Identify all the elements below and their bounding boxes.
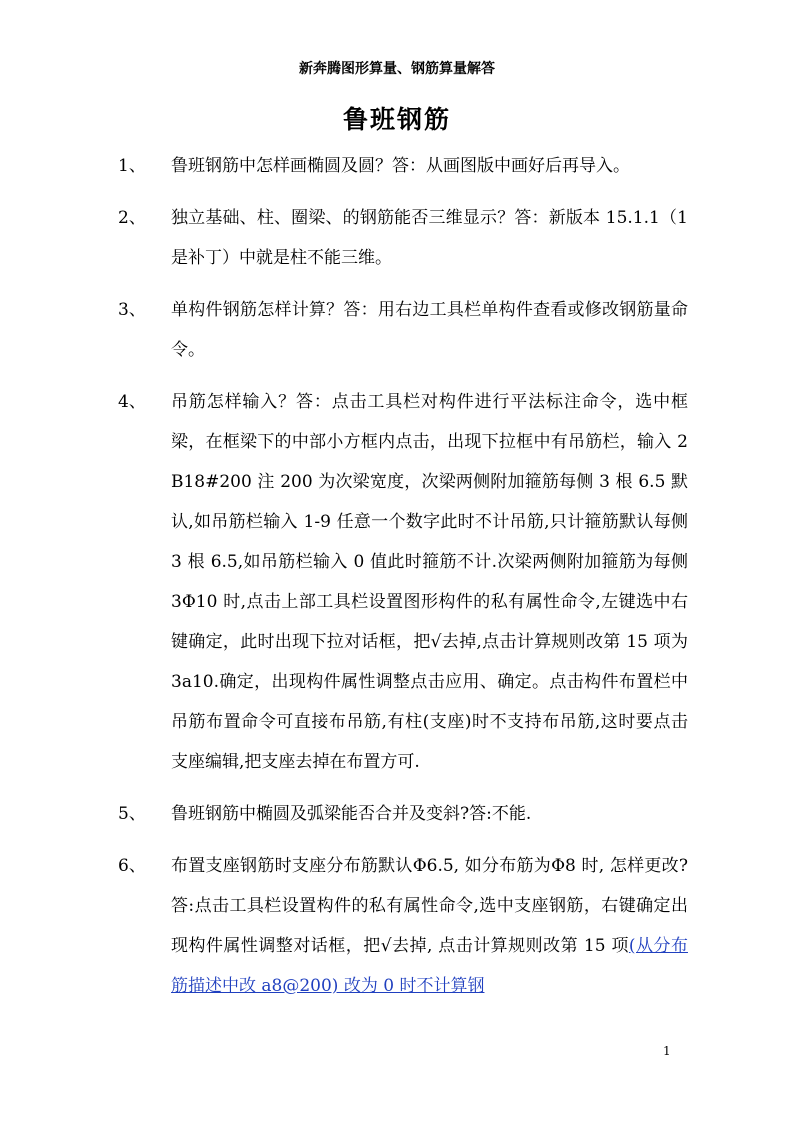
list-item <box>118 382 688 782</box>
item-number: 3、 <box>118 300 146 320</box>
item-number: 5、 <box>118 804 146 824</box>
list-item <box>118 198 688 278</box>
list-item <box>118 290 688 370</box>
list-item <box>118 146 688 186</box>
item-text: 独立基础、柱、圈梁、的钢筋能否三维显示？答：新版本 15.1.1（1 是补丁）中就是柱不能三维。 <box>171 208 688 268</box>
item-number: 1、 <box>118 156 146 176</box>
list-item <box>118 794 688 834</box>
hyperlink-text[interactable]: (从分布筋描述中改 a8@200) 改为 0 时不计算钢 <box>171 936 688 996</box>
item-text: 单构件钢筋怎样计算？答：用右边工具栏单构件查看或修改钢筋量命令。 <box>171 300 688 360</box>
page-number: 1 <box>663 1044 671 1058</box>
list-item <box>118 846 688 1006</box>
qa-list <box>118 146 688 1018</box>
item-text: 鲁班钢筋中怎样画椭圆及圆？答：从画图版中画好后再导入。 <box>171 156 630 176</box>
item-number: 2、 <box>118 208 146 228</box>
page-title: 鲁班钢筋 <box>342 105 451 134</box>
item-number: 6、 <box>118 856 146 876</box>
item-number: 4、 <box>118 392 146 412</box>
item-text-body: 布置支座钢筋时支座分布筋默认Φ6.5, 如分布筋为Φ8 时, 怎样更改?答:点击工具栏设置构件的私有属性命令,选中支座钢筋，右键确定出现构件属性调整对话框，把√去掉, 点击计算规则改第 15 项 <box>171 856 688 956</box>
item-text: 吊筋怎样输入？答：点击工具栏对构件进行平法标注命令，选中框梁，在框梁下的中部小方框内点击，出现下拉框中有吊筋栏，输入 2B18#200 注 200 为次梁宽度，次梁两侧附加箍筋每侧 3 根 6.5 默认,如吊筋栏输入 1-9 任意一个数字此时不计吊筋,只计箍筋默认每侧 3 根 6.5,如吊筋栏输入 0 值此时箍筋不计.次梁两侧附加箍筋为每侧 3Φ10 时,点击上部工具栏设置图形构件的私有属性命令,左键选中右键确定，此时出现下拉对话框，把√去掉,点击计算规则改第 15 项为 3a10.确定，出现构件属性调整点击应用、确定。点击构件布置栏中吊筋布置命令可直接布吊筋,有柱(支座)时不支持布吊筋,这时要点击支座编辑,把支座去掉在布置方可. <box>171 392 688 772</box>
page-header: 新奔腾图形算量、钢筋算量解答 <box>299 61 495 77</box>
item-text: 鲁班钢筋中椭圆及弧梁能否合并及变斜?答:不能. <box>171 804 532 824</box>
item-text <box>171 846 688 1006</box>
